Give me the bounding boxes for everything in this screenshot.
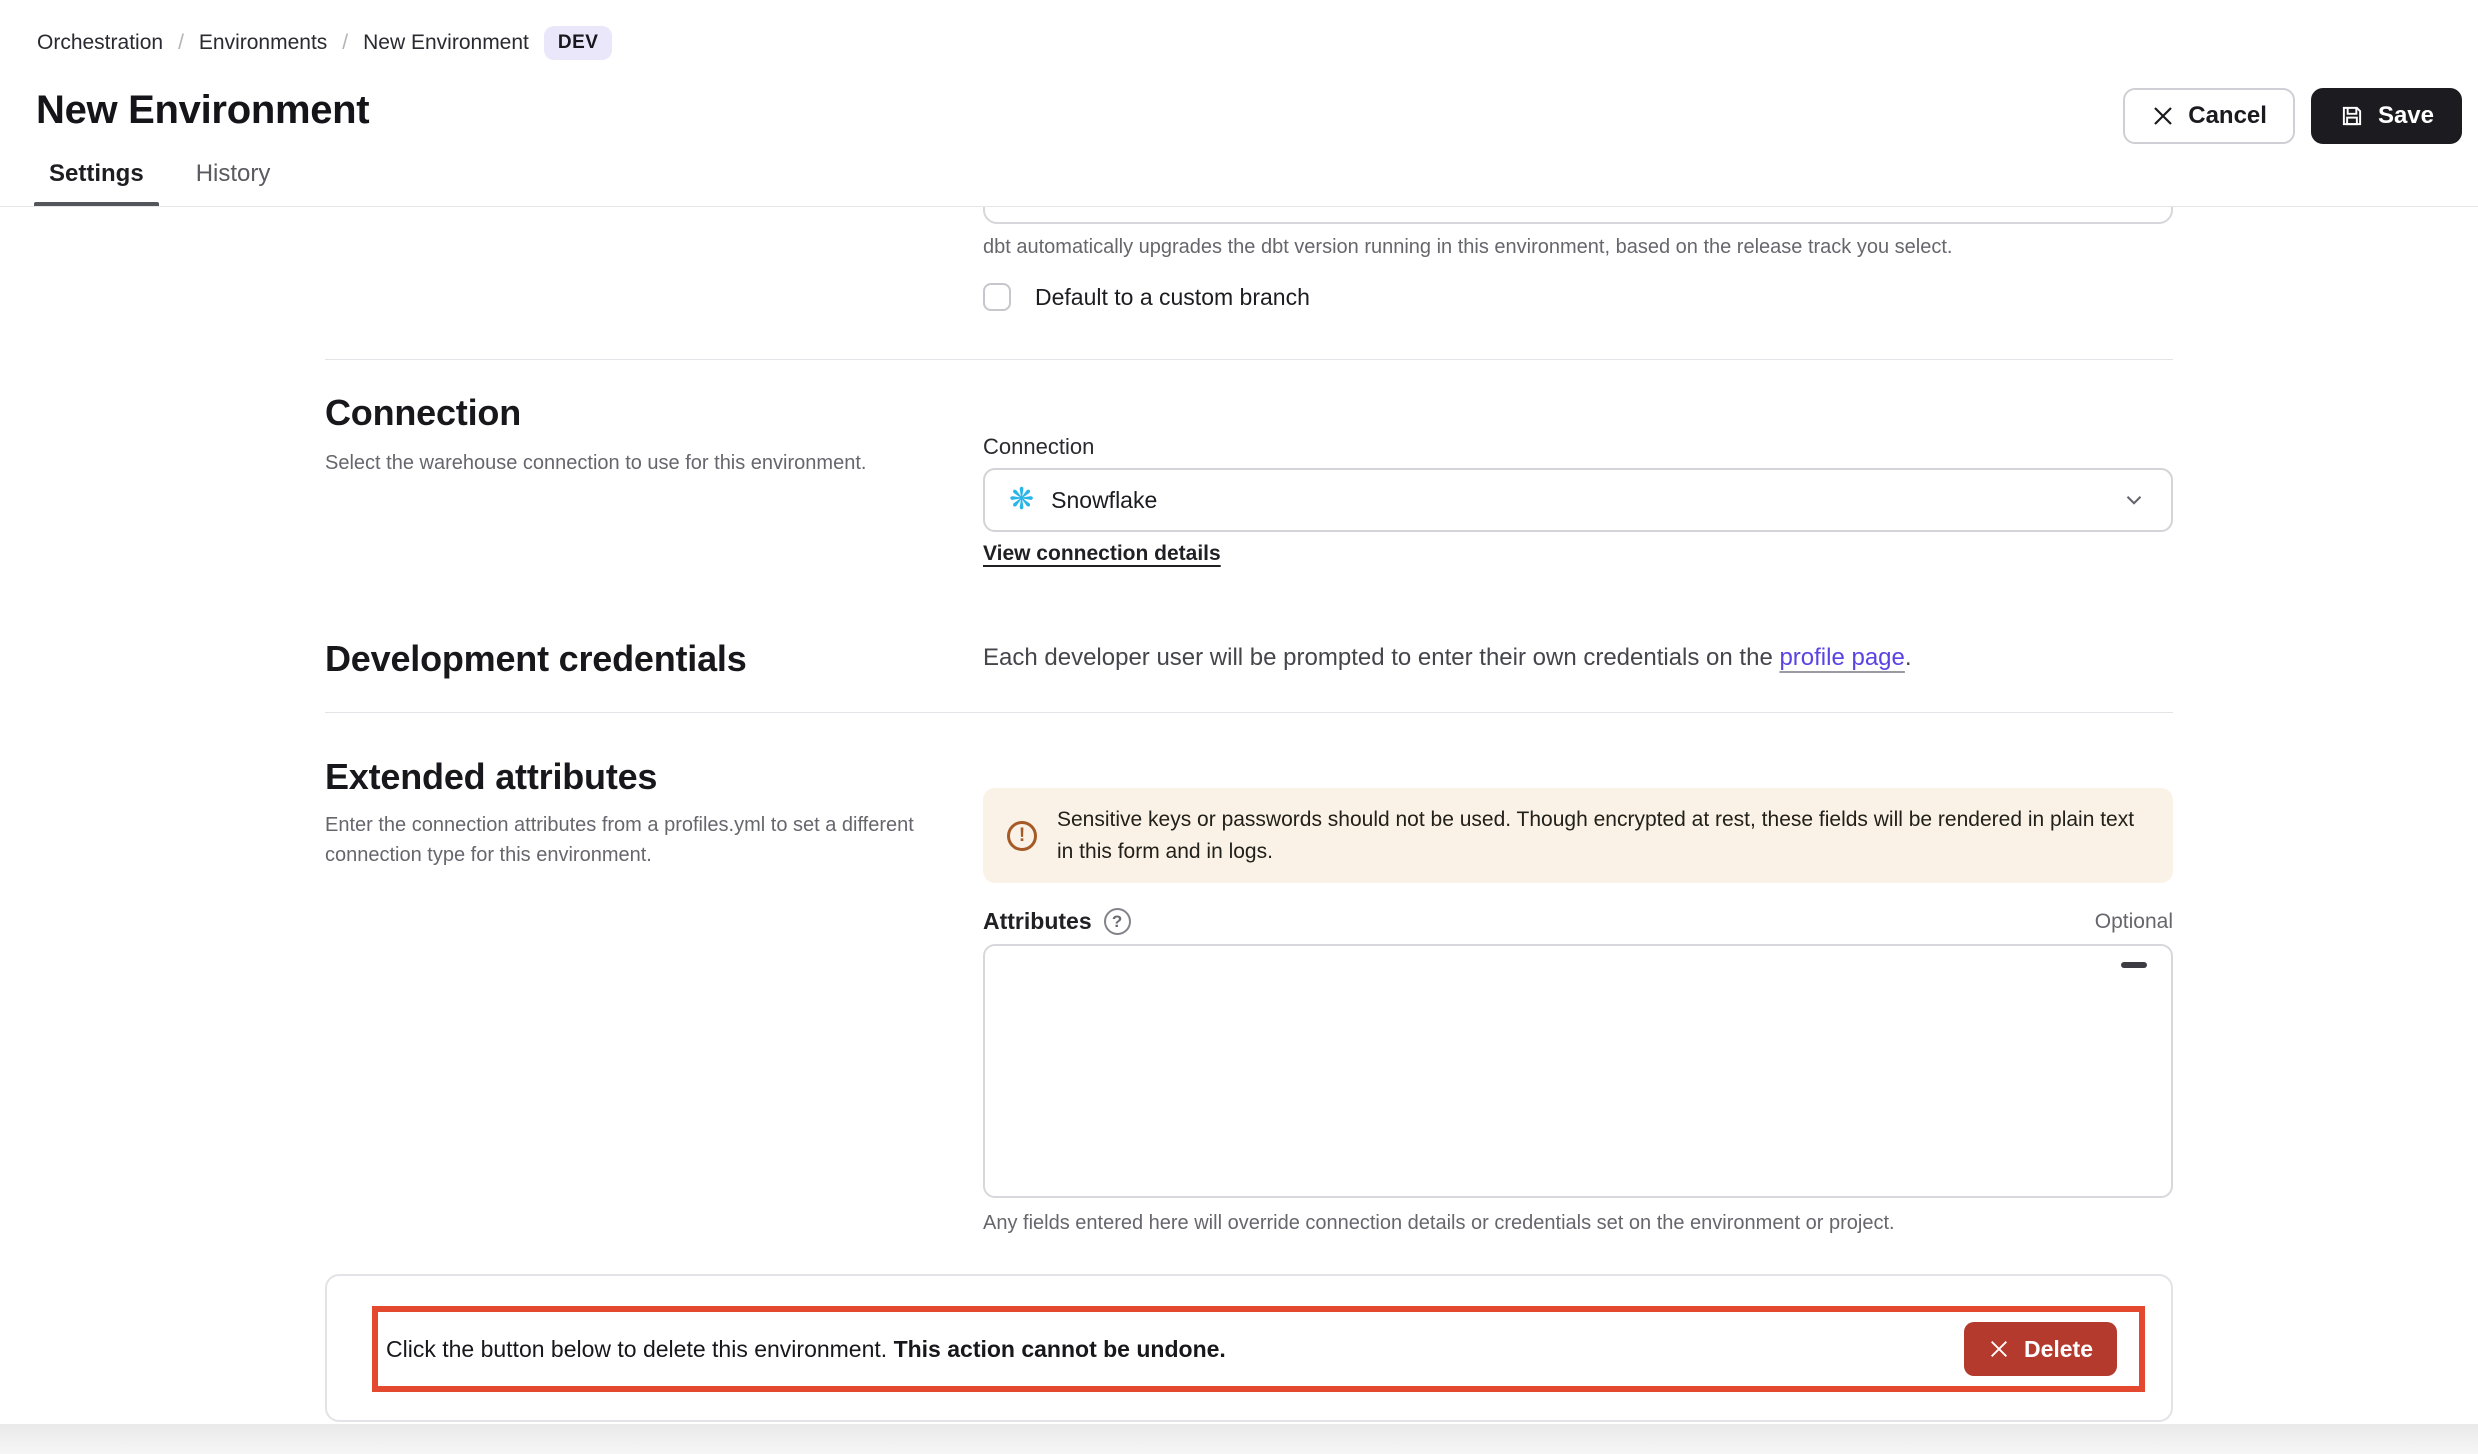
warning-icon: !: [1007, 821, 1037, 851]
attributes-label-row: [983, 908, 2173, 935]
tab-bar: [34, 160, 285, 206]
delete-text-normal: Click the button below to delete this environment.: [386, 1335, 894, 1362]
delete-text-bold: This action cannot be undone.: [893, 1335, 1226, 1362]
snowflake-icon: ❋: [1009, 483, 1035, 516]
tab-history[interactable]: History: [195, 160, 271, 187]
section-divider: [325, 712, 2173, 713]
close-icon: [1988, 1338, 2010, 1360]
cancel-button-label: Cancel: [2188, 102, 2267, 129]
optional-label: Optional: [2094, 909, 2173, 933]
connection-select[interactable]: [983, 468, 2173, 532]
profile-page-link[interactable]: profile page: [1779, 644, 1905, 671]
save-icon: [2339, 103, 2365, 129]
help-icon[interactable]: ?: [1104, 908, 1131, 935]
collapse-icon[interactable]: [2121, 962, 2147, 968]
dev-credentials-text-before: Each developer user will be prompted to enter their own credentials on the: [983, 644, 1780, 671]
connection-description: Select the warehouse connection to use for this environment.: [325, 452, 867, 474]
tab-settings[interactable]: Settings: [34, 160, 159, 206]
dev-credentials-text-after: .: [1904, 644, 1912, 671]
connection-field-label: Connection: [983, 434, 1095, 459]
breadcrumb-new-environment: New Environment: [363, 31, 529, 54]
page-background-strip: [0, 1424, 2478, 1454]
env-type-badge: DEV: [544, 26, 613, 60]
delete-button[interactable]: [1964, 1322, 2117, 1376]
release-track-helper: dbt automatically upgrades the dbt version running in this environment, based on the release track you select.: [983, 236, 1953, 258]
delete-environment-card: [325, 1274, 2173, 1422]
delete-warning-text: [386, 1336, 1226, 1363]
attributes-editor[interactable]: [983, 944, 2173, 1198]
page-header: [0, 0, 2478, 207]
section-divider: [325, 359, 2173, 360]
breadcrumb-orchestration[interactable]: Orchestration: [37, 31, 164, 54]
delete-highlight-box: [372, 1306, 2145, 1392]
connection-selected-value: Snowflake: [1051, 486, 1158, 513]
header-actions: [2123, 88, 2462, 144]
custom-branch-label[interactable]: Default to a custom branch: [1035, 283, 1310, 310]
sensitive-keys-warning: [983, 788, 2173, 883]
breadcrumb-separator: /: [178, 31, 184, 54]
save-button[interactable]: [2311, 88, 2462, 144]
dev-credentials-heading: Development credentials: [325, 638, 747, 679]
chevron-down-icon: [2121, 487, 2147, 513]
breadcrumb-environments[interactable]: Environments: [198, 31, 328, 54]
custom-branch-row: [983, 283, 1310, 311]
extended-attributes-description: Enter the connection attributes from a profiles.yml to set a different connection type for this environment.: [325, 814, 914, 866]
close-icon: [2151, 104, 2175, 128]
custom-branch-checkbox[interactable]: [983, 283, 1011, 311]
save-button-label: Save: [2377, 102, 2434, 129]
dev-credentials-text: [983, 644, 1912, 672]
breadcrumb: [37, 26, 612, 60]
page-title: New Environment: [36, 88, 370, 132]
extended-attributes-heading: Extended attributes: [325, 756, 658, 797]
cancel-button[interactable]: [2123, 88, 2295, 144]
delete-button-label: Delete: [2023, 1335, 2093, 1362]
attributes-label: Attributes: [983, 908, 1092, 934]
warning-text: Sensitive keys or passwords should not be used. Though encrypted at rest, these fields will be rendered in plain text in this form and in logs.: [1057, 808, 2135, 863]
connection-heading: Connection: [325, 392, 521, 433]
breadcrumb-separator: /: [342, 31, 349, 54]
view-connection-details-link[interactable]: View connection details: [983, 542, 1221, 565]
attributes-helper: Any fields entered here will override connection details or credentials set on the environment or project.: [983, 1212, 1895, 1234]
